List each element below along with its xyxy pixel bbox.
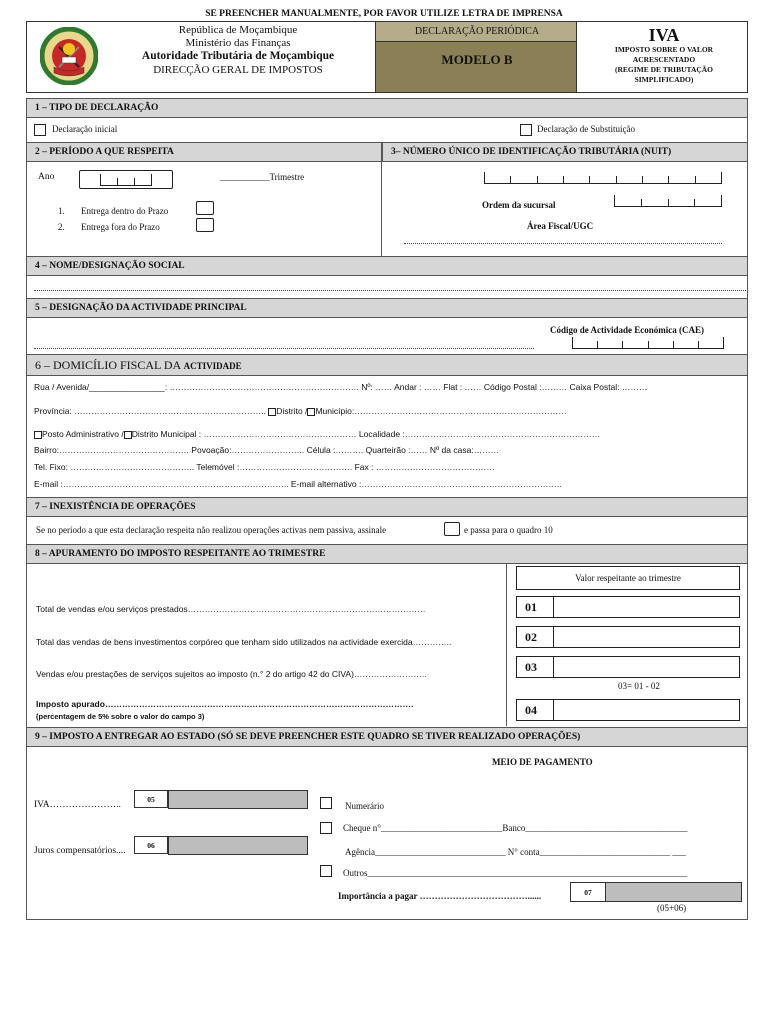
no-operations-text-2: e passa para o quadro 10: [464, 525, 553, 535]
code-07: 07: [570, 882, 606, 902]
row-02-input[interactable]: [553, 626, 740, 648]
cell-label: Célula :: [306, 445, 336, 455]
mobile-label: Telemóvel :: [196, 462, 240, 472]
tax-desc-2: ACRESCENTADO: [632, 55, 696, 64]
header-ministry: Ministério das Finanças: [185, 37, 291, 49]
address-row-2: [34, 406, 740, 416]
cell-input[interactable]: ……….: [335, 445, 364, 455]
tax-desc-3: (REGIME DE TRIBUTAÇÃO: [614, 65, 714, 74]
phone-input[interactable]: ……………………………………..: [68, 462, 195, 472]
locality-label: Localidade :: [358, 429, 405, 439]
payment-method-title: MEIO DE PAGAMENTO: [492, 757, 593, 767]
year-label: Ano: [38, 172, 55, 182]
mobile-input[interactable]: ………………………………….: [239, 462, 353, 472]
option-late-label: Entrega fora do Prazo: [81, 222, 160, 232]
municipality-label: Município:: [315, 406, 355, 416]
email-input[interactable]: ……………………………………………………………………..: [62, 479, 289, 489]
section-8-divider: [506, 563, 507, 726]
formula-note: 03= 01 - 02: [618, 681, 660, 691]
amount-input[interactable]: [605, 882, 742, 902]
activity-input[interactable]: [34, 348, 534, 349]
substitution-declaration-label: Declaração de Substituição: [537, 124, 635, 134]
on-time-checkbox[interactable]: [196, 201, 214, 215]
form-notice: SE PREENCHER MANUALMENTE, POR FAVOR UTILIZE LETRA DE IMPRENSA: [205, 9, 563, 19]
street-input[interactable]: : ………………………………………………………….: [164, 382, 359, 392]
agency-line[interactable]: Agência_____________________________ N° conta_____________________________ ___: [345, 847, 686, 857]
province-input[interactable]: …………………………………………………………..: [71, 406, 266, 416]
section-8-header: 8 – APURAMENTO DO IMPOSTO RESPEITANTE AO TRIMESTRE: [26, 544, 748, 564]
others-line[interactable]: Outros_______________________________________________________________________: [343, 868, 687, 878]
quarter-input[interactable]: ___________Trimestre: [220, 172, 305, 182]
section-6-title: 6 – DOMICÍLIO FISCAL DA: [35, 358, 182, 372]
row-02-label: Total das vendas de bens investimentos corpóreo que tenham sido utilizados na actividade exercida…………..: [36, 637, 452, 647]
cae-label: Código de Actividade Económica (CAE): [550, 325, 704, 335]
model-label: MODELO B: [441, 52, 513, 67]
municipal-district-input[interactable]: ………………………………………………: [201, 429, 357, 439]
address-row-4: [34, 445, 740, 455]
section-6-title-small: ACTIVIDADE: [183, 361, 242, 371]
nuit-input[interactable]: [484, 172, 722, 184]
model-block: [375, 22, 577, 92]
municipal-district-label: Distrito Municipal :: [131, 429, 202, 439]
option-on-time-label: Entrega dentro do Prazo: [81, 206, 169, 216]
name-input[interactable]: [34, 290, 746, 291]
district-checkbox[interactable]: [268, 408, 276, 416]
row-04-input[interactable]: [553, 699, 740, 721]
fax-input[interactable]: ……………………………………: [373, 462, 495, 472]
address-row-5: [34, 462, 740, 472]
initial-declaration-checkbox[interactable]: [34, 124, 46, 136]
code-03: 03: [516, 656, 554, 678]
section-5-header: 5 – DESIGNAÇÃO DA ACTIVIDADE PRINCIPAL: [26, 298, 748, 318]
interest-input[interactable]: [168, 836, 308, 855]
neighborhood-input[interactable]: ……………………………………….: [59, 445, 189, 455]
municipal-district-checkbox[interactable]: [124, 431, 132, 439]
year-input[interactable]: [79, 170, 173, 189]
cash-checkbox[interactable]: [320, 797, 332, 809]
declaration-type: DECLARAÇÃO PERIÓDICA: [414, 26, 540, 37]
row-01-label: Total de vendas e/ou serviços prestados…………………………………………………………………………: [36, 604, 426, 614]
header-directorate: DIRECÇÃO GERAL DE IMPOSTOS: [153, 64, 323, 76]
fax-label: Fax :: [354, 462, 374, 472]
late-checkbox[interactable]: [196, 218, 214, 232]
code-04: 04: [516, 699, 554, 721]
code-06: 06: [134, 836, 168, 854]
row-03-label: Vendas e/ou prestações de serviços sujeitos ao imposto (n.° 2 do artigo 42 do CIVA)……………………..: [36, 669, 427, 679]
substitution-declaration-checkbox[interactable]: [520, 124, 532, 136]
tax-desc-4: SIMPLIFICADO): [634, 75, 694, 84]
cheque-line[interactable]: Cheque n°___________________________Banco____________________________________: [343, 823, 688, 833]
option-2-number: 2.: [58, 222, 65, 232]
province-label: Província:: [34, 406, 72, 416]
number-label: Nº: ……: [361, 382, 393, 392]
municipality-checkbox[interactable]: [307, 408, 315, 416]
section-7-header: 7 – INEXISTÊNCIA DE OPERAÇÕES: [26, 497, 748, 517]
iva-input[interactable]: [168, 790, 308, 809]
section-1-header: 1 – TIPO DE DECLARAÇÃO: [26, 98, 748, 118]
district-label: Distrito /: [276, 406, 308, 416]
street-label: Rua / Avenida/________________: [34, 382, 165, 392]
code-02: 02: [516, 626, 554, 648]
initial-declaration-label: Declaração inicial: [52, 124, 118, 134]
row-04-label: Imposto apurado……………………………………………………………………………………………….: [36, 699, 414, 709]
phone-label: Tel. Fixo:: [34, 462, 69, 472]
value-column-header: Valor respeitante ao trimestre: [516, 566, 740, 590]
others-checkbox[interactable]: [320, 865, 332, 877]
section-3-header: 3– NÚMERO ÚNICO DE IDENTIFICAÇÃO TRIBUTÁRIA (NUIT): [382, 142, 748, 162]
admin-post-label: Posto Administrativo /: [42, 429, 124, 439]
header-republic: República de Moçambique: [178, 24, 298, 36]
code-01: 01: [516, 596, 554, 618]
coat-of-arms-icon: [40, 27, 98, 85]
locality-input[interactable]: ……………………………………………………………: [404, 429, 601, 439]
section-6-header: [26, 354, 748, 376]
neighborhood-label: Bairro:: [34, 445, 60, 455]
floor-label: Andar : ……: [394, 382, 441, 392]
admin-post-checkbox[interactable]: [34, 431, 42, 439]
option-1-number: 1.: [58, 206, 65, 216]
address-row-1: [34, 382, 740, 392]
block-input[interactable]: ……: [410, 445, 428, 455]
section-2-header: 2 – PERÍODO A QUE RESPEITA: [26, 142, 382, 162]
fiscal-area-label: Área Fiscal/UGC: [527, 221, 594, 231]
house-number-label: Nº da casa:………: [429, 445, 500, 455]
cheque-checkbox[interactable]: [320, 822, 332, 834]
section-2-3-divider: [381, 142, 382, 256]
interest-label: Juros compensatórios....: [34, 846, 126, 856]
row-03-input[interactable]: [553, 656, 740, 678]
cae-input[interactable]: [572, 337, 724, 349]
header-authority: Autoridade Tributária de Moçambique: [141, 50, 335, 62]
section-4-header: 4 – NOME/DESIGNAÇÃO SOCIAL: [26, 256, 748, 276]
section-9-header: 9 – IMPOSTO A ENTREGAR AO ESTADO (SÓ SE DEVE PREENCHER ESTE QUADRO SE TIVER REALIZADO OPERAÇÕES): [26, 727, 748, 747]
email-alt-input[interactable]: ……………………………………………………………..: [361, 479, 562, 489]
row-04-note: (percentagem de 5% sobre o valor do campo 3): [36, 712, 205, 721]
village-label: Povoação: [191, 445, 230, 455]
email-alt-label: E-mail alternativo :: [290, 479, 362, 489]
code-05: 05: [134, 790, 168, 808]
address-row-3: [34, 429, 740, 439]
tax-title: IVA: [648, 25, 680, 45]
block-label: Quarteirão :: [365, 445, 411, 455]
no-operations-text: Se no período a que esta declaração respeita não realizou operações activas nem passiva, assinale: [36, 525, 387, 535]
flat-label: Flat : ……: [443, 382, 482, 392]
sum-note: (05+06): [657, 903, 687, 913]
branch-label: Ordem da sucursal: [482, 200, 556, 210]
cash-label: Numerário: [345, 801, 384, 811]
iva-label: IVA…………………..: [34, 800, 121, 810]
email-label: E-mail :: [34, 479, 63, 489]
tax-desc-1: IMPOSTO SOBRE O VALOR: [614, 45, 714, 54]
branch-input[interactable]: [614, 195, 722, 207]
postal-code-label: Código Postal :………: [483, 382, 568, 392]
amount-label: Importância a pagar ………………………………......: [338, 891, 542, 901]
no-operations-checkbox[interactable]: [444, 522, 460, 536]
po-box-label: Caixa Postal: ………: [569, 382, 648, 392]
row-01-input[interactable]: [553, 596, 740, 618]
municipality-input[interactable]: …………………………………………………………………: [354, 406, 567, 416]
village-input[interactable]: :……………………..: [229, 445, 305, 455]
fiscal-area-input[interactable]: [404, 243, 722, 244]
address-row-6: [34, 479, 740, 489]
